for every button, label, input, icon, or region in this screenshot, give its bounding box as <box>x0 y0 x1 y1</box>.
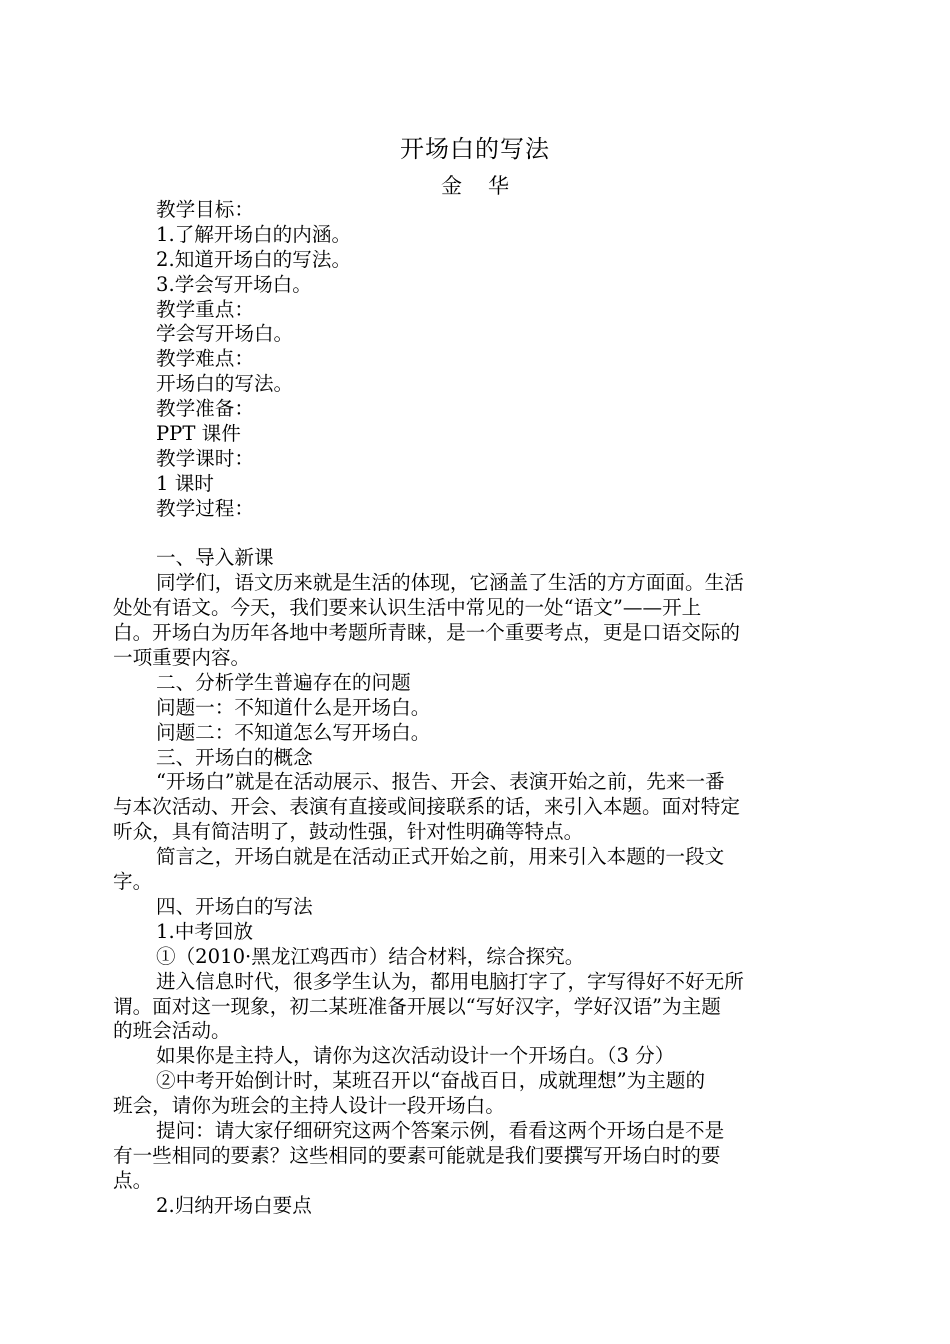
text-line: 问题二：不知道怎么写开场白。 <box>156 720 431 744</box>
text-line: 同学们，语文历来就是生活的体现，它涵盖了生活的方方面面。生活 <box>156 571 744 595</box>
text-line: 班会，请你为班会的主持人设计一段开场白。 <box>113 1094 505 1118</box>
text-line: 教学准备： <box>156 397 254 421</box>
text-line: 的班会活动。 <box>113 1019 231 1043</box>
text-line: 听众，具有简洁明了，鼓动性强，针对性明确等特点。 <box>113 820 584 844</box>
text-line: 教学过程： <box>156 496 254 520</box>
text-line: 字。 <box>113 870 153 894</box>
text-line: 处处有语文。今天，我们要来认识生活中常见的一处“语文”——开上 <box>113 596 702 620</box>
text-line: 如果你是主持人，请你为这次活动设计一个开场白。（3 分） <box>156 1044 675 1068</box>
text-line: ①（2010·黑龙江鸡西市）结合材料，综合探究。 <box>156 944 585 968</box>
text-line: 简言之，开场白就是在活动正式开始之前，用来引入本题的一段文 <box>156 845 725 869</box>
text-line: 三、开场白的概念 <box>156 745 313 769</box>
text-line: 白。开场白为历年各地中考题所青睐，是一个重要考点，更是口语交际的 <box>113 621 740 645</box>
author-given-name: 华 <box>488 174 509 198</box>
text-line: 2.归纳开场白要点 <box>156 1193 312 1217</box>
text-line: 谓。面对这一现象，初二某班准备开展以“写好汉字，学好汉语”为主题 <box>113 994 721 1018</box>
author-surname: 金 <box>441 174 462 198</box>
text-line: 1.中考回放 <box>156 919 254 943</box>
text-line: 1 课时 <box>156 471 214 495</box>
text-line: 有一些相同的要素？这些相同的要素可能就是我们要撰写开场白时的要 <box>113 1143 721 1167</box>
text-line: 一、导入新课 <box>156 546 274 570</box>
text-line: 问题一：不知道什么是开场白。 <box>156 695 431 719</box>
text-line: 学会写开场白。 <box>156 322 294 346</box>
text-line: 点。 <box>113 1168 153 1192</box>
text-line: 2.知道开场白的写法。 <box>156 247 352 271</box>
text-line: “开场白”就是在活动展示、报告、开会、表演开始之前，先来一番 <box>156 770 725 794</box>
text-line: PPT 课件 <box>156 422 241 446</box>
text-line: 1.了解开场白的内涵。 <box>156 222 352 246</box>
text-line: 教学课时： <box>156 446 254 470</box>
text-line: 一项重要内容。 <box>113 646 251 670</box>
text-line: 二、分析学生普遍存在的问题 <box>156 670 411 694</box>
blank-line <box>113 522 807 547</box>
document-title: 开场白的写法 <box>400 135 550 163</box>
document-body <box>113 198 807 1219</box>
text-line: 提问：请大家仔细研究这两个答案示例，看看这两个开场白是不是 <box>156 1118 725 1142</box>
author-line <box>0 171 950 201</box>
text-line: 开场白的写法。 <box>156 372 294 396</box>
text-line: ②中考开始倒计时，某班召开以“奋战百日，成就理想”为主题的 <box>156 1069 706 1093</box>
text-line: 进入信息时代，很多学生认为，都用电脑打字了，字写得好不好无所 <box>156 969 744 993</box>
text-line: 教学重点： <box>156 297 254 321</box>
text-line: 3.学会写开场白。 <box>156 272 312 296</box>
text-line: 教学目标： <box>156 198 254 221</box>
text-line: 与本次活动、开会、表演有直接或间接联系的话，来引入本题。面对特定 <box>113 795 740 819</box>
text-line: 四、开场白的写法 <box>156 894 313 918</box>
text-line: 教学难点： <box>156 347 254 371</box>
